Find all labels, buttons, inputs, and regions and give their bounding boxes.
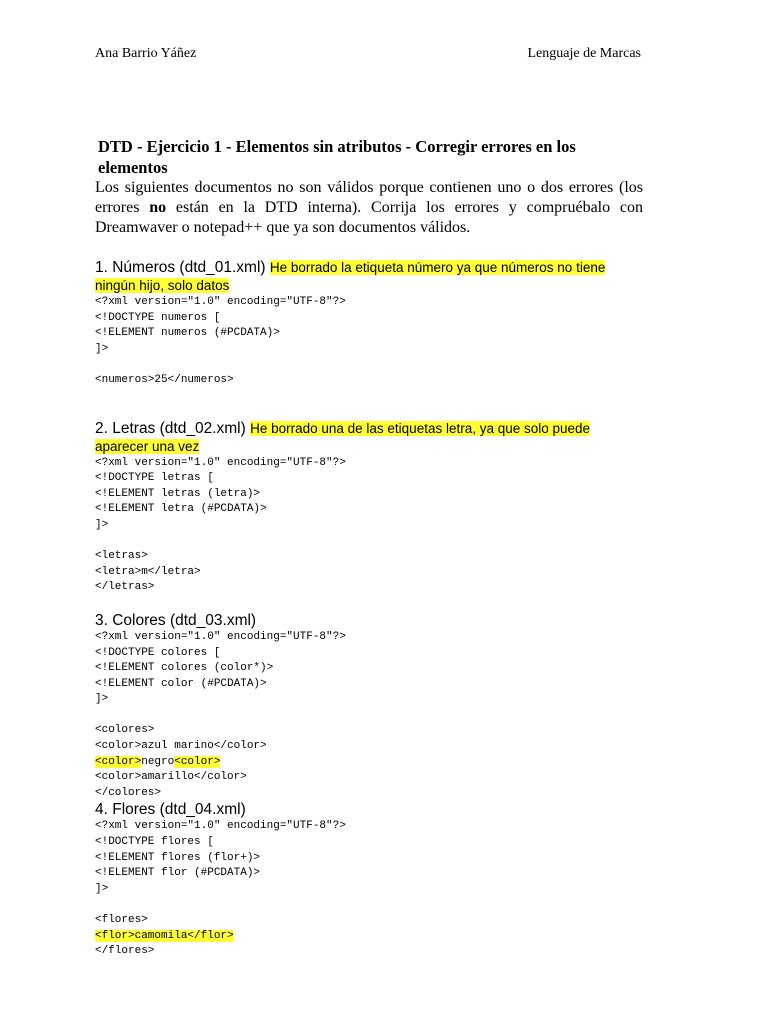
code-line: ]> [95, 342, 109, 355]
code-line: <numeros>25</numeros> [95, 373, 234, 386]
code-line: </flores> [95, 945, 155, 958]
code-line: <!ELEMENT letras (letra)> [95, 487, 261, 500]
code-line: <color>azul marino</color> [95, 740, 267, 753]
section-numeros [95, 259, 643, 389]
blank-line [95, 708, 643, 724]
code-line: ]> [95, 693, 109, 706]
code-line-corrected [95, 929, 643, 945]
code-line: <!ELEMENT flores (flor+)> [95, 851, 261, 864]
section-heading [95, 801, 643, 819]
highlighted-tag: <color> [95, 755, 142, 768]
intro-bold: no [149, 199, 167, 216]
blank-line [95, 357, 643, 373]
code-line: ]> [95, 882, 109, 895]
correction-note: He borrado la etiqueta número ya que números no tiene ningún hijo, solo datos [95, 260, 606, 293]
code-line: <!DOCTYPE numeros [ [95, 311, 221, 324]
section-heading [95, 259, 643, 295]
code-line: <!ELEMENT colores (color*)> [95, 662, 274, 675]
code-line: </colores> [95, 786, 162, 799]
correction-note: He borrado una de las etiquetas letra, ya que solo puede aparecer una vez [95, 420, 591, 454]
intro-text-1: Los siguientes documentos no son válidos porque contienen uno o dos errores (los errores [95, 179, 643, 216]
document-content [95, 136, 643, 960]
blank-line [95, 534, 643, 550]
header-author: Ana Barrio Yáñez [95, 46, 197, 61]
code-line: <color>amarillo</color> [95, 771, 247, 784]
code-line: <!ELEMENT color (#PCDATA)> [95, 677, 267, 690]
code-line: </letras> [95, 581, 155, 594]
section-title: 3. Colores (dtd_03.xml) [95, 611, 257, 629]
document-title: DTD - Ejercicio 1 - Elementos sin atributos - Corregir errores en los elementos [98, 137, 576, 177]
header-subject: Lenguaje de Marcas [527, 46, 641, 61]
code-line: ]> [95, 518, 109, 531]
code-line-corrected [95, 755, 643, 771]
code-line: <!ELEMENT numeros (#PCDATA)> [95, 327, 280, 340]
section-title: 4. Flores (dtd_04.xml) [95, 801, 246, 819]
highlighted-tag: <color> [174, 755, 221, 768]
section-title: 2. Letras (dtd_02.xml) [95, 419, 246, 437]
section-heading [95, 420, 643, 456]
code-line: <!ELEMENT flor (#PCDATA)> [95, 867, 261, 880]
code-line: <!DOCTYPE colores [ [95, 646, 221, 659]
code-text: negro [141, 755, 175, 768]
section-colores [95, 612, 643, 802]
section-flores [95, 801, 643, 959]
code-line: <?xml version="1.0" encoding="UTF-8"?> [95, 820, 346, 833]
intro-paragraph [95, 178, 643, 238]
code-line: <?xml version="1.0" encoding="UTF-8"?> [95, 456, 346, 469]
code-line: <!ELEMENT letra (#PCDATA)> [95, 503, 267, 516]
code-line: <?xml version="1.0" encoding="UTF-8"?> [95, 630, 346, 643]
code-line: <letra>m</letra> [95, 565, 201, 578]
code-line: <!DOCTYPE letras [ [95, 472, 214, 485]
code-line: <letras> [95, 550, 148, 563]
code-line: <?xml version="1.0" encoding="UTF-8"?> [95, 296, 346, 308]
section-letras [95, 420, 643, 596]
code-line: <colores> [95, 724, 155, 737]
code-line: <flores> [95, 914, 148, 926]
code-line: <!DOCTYPE flores [ [95, 836, 214, 849]
intro-text-2: están en la DTD interna). Corrija los errores y compruébalo con Dreamwaver o notepad++ que ya son documentos válidos. [95, 199, 644, 236]
section-title: 1. Números (dtd_01.xml) [95, 259, 266, 276]
section-heading [95, 612, 643, 630]
highlighted-line: <flor>camomila</flor> [95, 929, 234, 942]
page-header [95, 46, 641, 62]
blank-line [95, 897, 643, 913]
